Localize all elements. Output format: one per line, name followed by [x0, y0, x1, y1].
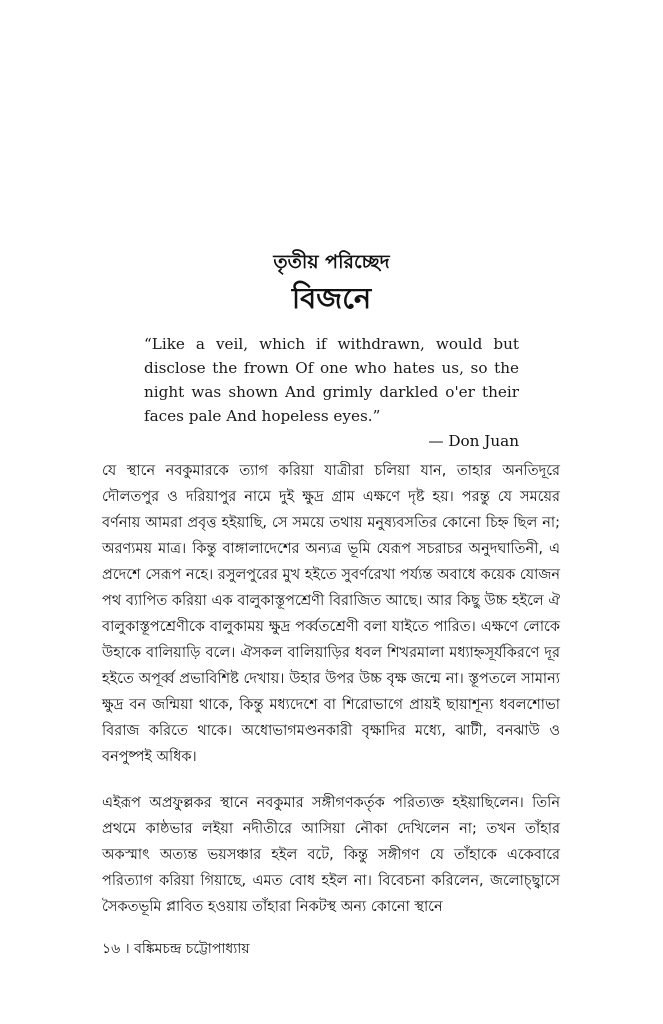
body-paragraph-1: যে স্থানে নবকুমারকে ত্যাগ করিয়া যাত্রীরা চলিয়া যান, তাহার অনতিদূরে দৌলতপুর ও দরিয়াপুর নামে দুই ক্ষুদ্র গ্রাম এক্ষণে দৃষ্ট হয়। পরন্তু যে সময়ের বর্ণনায় আমরা প্রবৃত্ত হইয়াছি, সে সময়ে তথায় মনুষ্যবসতির কোনো চিহ্ন ছিল না; অরণ্যময় মাত্র। কিন্তু বাঙ্গালাদেশের অন্যত্র ভূমি যেরূপ সচরাচর অনুদঘাতিনী, এ প্রদেশে সেরূপ নহে। রসুলপুরের মুখ হইতে সুবর্ণরেখা পর্য্যন্ত অবাধে কয়েক যোজন পথ ব্যাপিত করিয়া এক বালুকাস্তূপশ্রেণী বিরাজিত আছে। আর কিছু উচ্চ হইলে ঐ বালুকাস্তূপশ্রেণীকে বালুকাময় ক্ষুদ্র পর্ব্বতশ্রেণী বলা যাইতে পারিত। এক্ষণে লোকে উহাকে বালিয়াড়ি বলে। ঐসকল বালিয়াড়ির ধবল শিখরমালা মধ্যাহ্নসূর্যকিরণে দূর হইতে অপূর্ব্ব প্রভাবিশিষ্ট দেখায়। উহার উপর উচ্চ বৃক্ষ জন্মে না। স্তূপতলে সামান্য ক্ষুদ্র বন জন্মিয়া থাকে, কিন্তু মধ্যদেশে বা শিরোভাগে প্রায়ই ছায়াশূন্য ধবলশোভা বিরাজ করিতে থাকে। অধোভাগমণ্ডনকারী বৃক্ষাদির মধ্যে, ঝাটী, বনঝাউ ও বনপুষ্পই অধিক।: [102, 463, 560, 765]
epigraph-attribution: — Don Juan: [428, 432, 519, 450]
chapter-title: বিজনে: [291, 281, 372, 315]
body-paragraph-2: এইরূপ অপ্রফুল্লকর স্থানে নবকুমার সঙ্গীগণকর্তৃক পরিত্যক্ত হইয়াছিলেন। তিনি প্রথমে কাষ্ঠভার লইয়া নদীতীরে আসিয়া নৌকা দেখিলেন না; তখন তাঁহার অকস্মাৎ অত্যন্ত ভয়সঞ্চার হইল বটে, কিন্তু সঙ্গীগণ যে তাঁহাকে একেবারে পরিত্যাগ করিয়া গিয়াছে, এমত বোধ হইল না। বিবেচনা করিলেন, জলোচ্ছ্বাসে সৈকতভূমি প্লাবিত হওয়ায় তাঁহারা নিকটস্থ অন্য কোনো স্থানে: [102, 795, 560, 915]
page-footer: [102, 937, 502, 961]
footer-author: বঙ্কিমচন্দ্র চট্টোপাধ্যায়: [134, 941, 250, 957]
footer-separator: ।: [124, 941, 130, 957]
page-number: ১৬: [102, 941, 121, 957]
chapter-label: তৃতীয় পরিচ্ছেদ: [273, 251, 390, 273]
epigraph-quote: “Like a veil, which if withdrawn, would but disclose the frown Of one who hates us, so the night was shown And grimly darkled o'er their faces pale And hopeless eyes.”: [144, 335, 519, 425]
